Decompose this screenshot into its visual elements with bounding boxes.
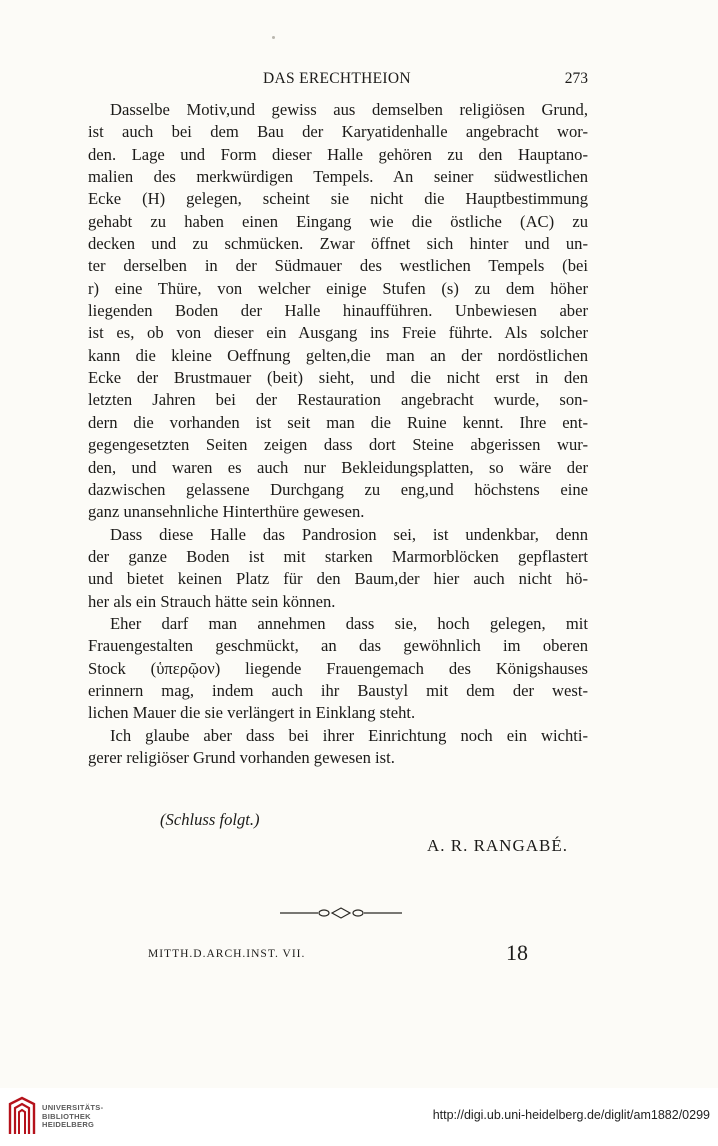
text-line: letzten Jahren bei der Restauration angebracht wurde, son- xyxy=(88,390,588,410)
sheet-number: 18 xyxy=(506,940,528,965)
text-line: liegenden Boden der Halle hinaufführen. Unbewiesen aber xyxy=(88,301,588,321)
body-text xyxy=(88,99,588,769)
running-head xyxy=(88,70,588,90)
text-line: malien des merkwürdigen Tempels. An seiner südwestlichen xyxy=(88,167,588,187)
text-line: gerer religiöser Grund vorhanden gewesen ist. xyxy=(88,747,395,767)
page-footer xyxy=(148,940,528,970)
text-line: dazwischen gelassene Durchgang zu eng,und höchstens eine xyxy=(88,479,588,499)
library-name-line: BIBLIOTHEK xyxy=(42,1111,91,1121)
library-footer-bar xyxy=(0,1088,718,1146)
page-number: 273 xyxy=(564,70,588,87)
signature-line: MITTH.D.ARCH.INST. VII. xyxy=(148,948,306,960)
text-line: ganz unansehnliche Hinterthüre gewesen. xyxy=(88,502,365,522)
running-head-title: DAS ERECHTHEION xyxy=(263,70,411,87)
text-line: kann die kleine Oeffnung gelten,die man an der nordöstlichen xyxy=(88,345,588,365)
text-line: Ich glaube aber dass bei ihrer Einrichtung noch ein wichti- xyxy=(110,725,588,745)
speck-mark xyxy=(272,36,275,39)
library-name-line: UNIVERSITÄTS- xyxy=(42,1103,104,1112)
text-line: ist es, ob von dieser ein Ausgang ins Freie führte. Als solcher xyxy=(88,323,588,343)
text-line: r) eine Thüre, von welcher einige Stufen (s) zu dem höher xyxy=(88,278,588,298)
text-line: ist auch bei dem Bau der Karyatidenhalle angebracht wor- xyxy=(88,122,588,142)
continuation-note: (Schluss folgt.) xyxy=(160,810,260,829)
text-line: Eher darf man annehmen dass sie, hoch gelegen, mit xyxy=(110,613,588,633)
text-line: Dasselbe Motiv,und gewiss aus demselben religiösen Grund, xyxy=(110,100,588,119)
text-line: her als ein Strauch hätte sein können. xyxy=(88,591,336,611)
text-line: den. Lage und Form dieser Halle gehören zu den Hauptano- xyxy=(88,144,588,164)
university-library-logo-icon[interactable] xyxy=(8,1096,36,1136)
text-line: den, und waren es auch nur Bekleidungsplatten, so wäre der xyxy=(88,457,588,477)
ornament-divider-icon xyxy=(280,906,402,920)
text-line: gegengesetzten Seiten zeigen dass dort Steine abgerissen wur- xyxy=(88,435,588,455)
text-line: Ecke der Brustmauer (beit) sieht, und die nicht erst in den xyxy=(88,368,588,388)
text-line: ter derselben in der Südmauer des westlichen Tempels (bei xyxy=(88,256,588,276)
text-line: dern die vorhanden ist seit man die Ruine kennt. Ihre ent- xyxy=(88,412,588,432)
text-line: decken und zu schmücken. Zwar öffnet sich hinter und un- xyxy=(88,234,588,254)
text-line: Dass diese Halle das Pandrosion sei, ist undenkbar, denn xyxy=(110,524,588,544)
text-line: der ganze Boden ist mit starken Marmorblöcken gepflastert xyxy=(88,546,588,566)
text-line: lichen Mauer die sie verlängert in Einklang steht. xyxy=(88,703,416,723)
permalink-url[interactable]: http://digi.ub.uni-heidelberg.de/diglit/am1882/0299 xyxy=(432,1108,710,1122)
closing-block xyxy=(88,810,588,870)
text-line: und bietet keinen Platz für den Baum,der hier auch nicht hö- xyxy=(88,569,588,589)
author-signature: A. R. RANGABÉ. xyxy=(426,836,568,855)
library-name-line: HEIDELBERG xyxy=(42,1120,95,1130)
text-line: Stock (ὑπερῷον) liegende Frauengemach des Königshauses xyxy=(88,658,588,678)
text-line: gehabt zu haben einen Eingang wie die östliche (AC) zu xyxy=(88,211,588,231)
text-line: erinnern mag, indem auch ihr Baustyl mit dem der west- xyxy=(88,680,588,700)
text-line: Ecke (H) gelegen, scheint sie nicht die Hauptbestimmung xyxy=(88,189,588,209)
library-name xyxy=(42,1104,103,1130)
text-line: Frauengestalten geschmückt, an das gewöhnlich im oberen xyxy=(88,636,588,656)
